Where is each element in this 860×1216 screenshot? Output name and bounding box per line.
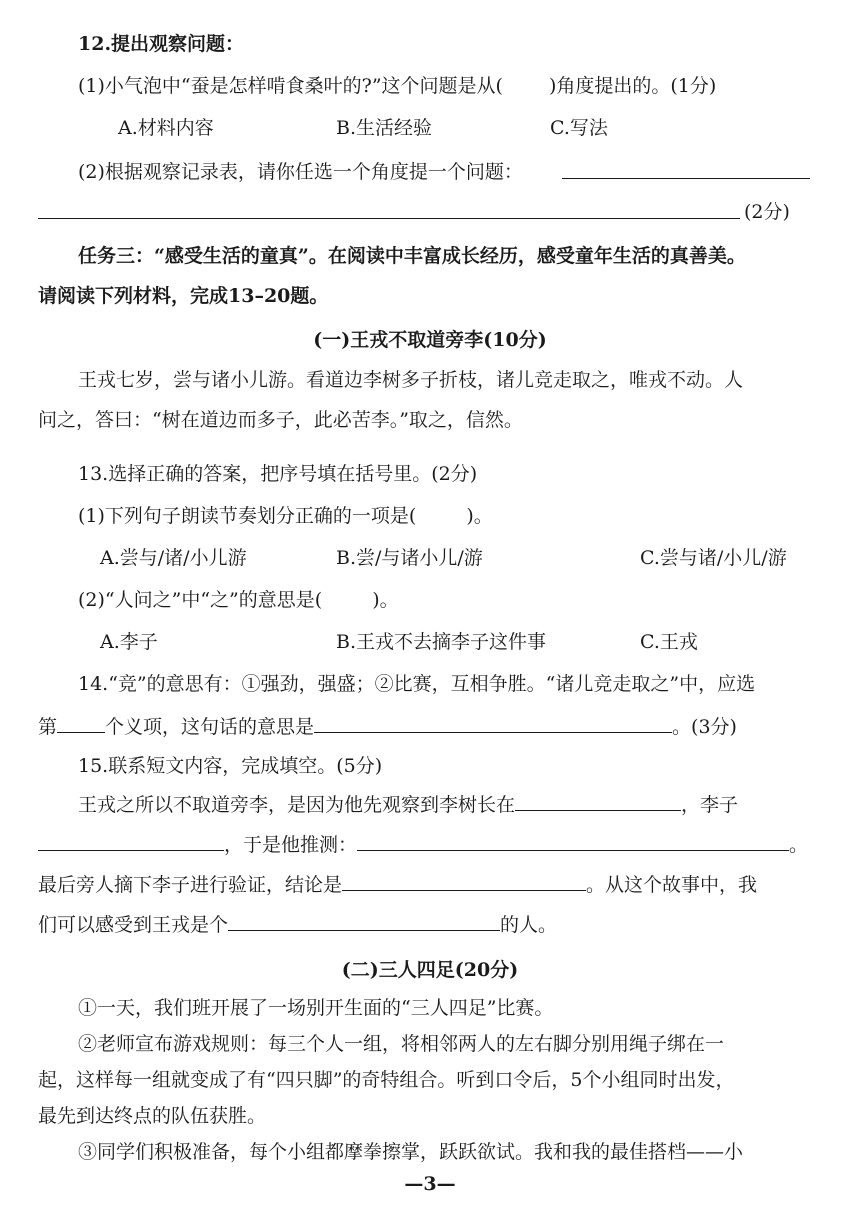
q13-part1-option-a: A.尝与/诸/小儿游 bbox=[100, 547, 247, 569]
q13-part1-option-b: B.尝/与诸小儿/游 bbox=[336, 547, 483, 569]
q15-blank-conclusion[interactable] bbox=[342, 870, 586, 891]
passage1-line2: 问之，答曰：“树在道边而多子，此必苦李。”取之，信然。 bbox=[38, 409, 523, 431]
q12-answer-blank-1[interactable] bbox=[562, 158, 810, 179]
passage2-para1: ①一天，我们班开展了一场别开生面的“三人四足”比赛。 bbox=[78, 997, 554, 1019]
q15-blank-location[interactable] bbox=[515, 790, 681, 811]
q12-title: 12.提出观察问题： bbox=[78, 33, 245, 55]
passage2-title: (二)三人四足(20分) bbox=[341, 959, 519, 981]
q15-line1: 王戎之所以不取道旁李，是因为他先观察到李树长在 ，李子 bbox=[78, 790, 738, 819]
passage2-para2-line3: 最先到达终点的队伍获胜。 bbox=[38, 1105, 267, 1127]
q15-title: 15.联系短文内容，完成填空。(5分) bbox=[78, 755, 383, 777]
q15-blank-inference[interactable] bbox=[357, 830, 789, 851]
passage1-title: (一)王戎不取道旁李(10分) bbox=[313, 329, 547, 351]
q13-part1: (1)下列句子朗读节奏划分正确的一项是( )。 bbox=[78, 505, 493, 527]
q15-line3: 最后旁人摘下李子进行验证，结论是 。从这个故事中，我 bbox=[38, 870, 757, 899]
q12-part2: (2)根据观察记录表，请你任选一个角度提一个问题： bbox=[78, 161, 523, 183]
q12-option-c: C.写法 bbox=[550, 117, 608, 139]
passage2-para2-line1: ②老师宣布游戏规则：每三个人一组，将相邻两人的左右脚分别用绳子绑在一 bbox=[78, 1033, 725, 1055]
q14-line1: 14.“竞”的意思有：①强劲，强盛；②比赛，互相争胜。“诸儿竞走取之”中，应选 bbox=[78, 673, 756, 695]
passage2-para2-line2: 起，这样每一组就变成了有“四只脚”的奇特组合。听到口令后，5个小组同时出发， bbox=[38, 1069, 735, 1091]
q13-part1-option-c: C.尝与诸/小儿/游 bbox=[640, 547, 787, 569]
q12-option-a: A.材料内容 bbox=[118, 117, 214, 139]
passage2-para3-line1: ③同学们积极准备，每个小组都摩拳擦掌，跃跃欲试。我和我的最佳搭档——小 bbox=[78, 1141, 744, 1163]
q15-blank-fruit[interactable] bbox=[38, 830, 224, 851]
q15-blank-trait[interactable] bbox=[228, 910, 500, 931]
q12-part1: (1)小气泡中“蚕是怎样啃食桑叶的?”这个问题是从( )角度提出的。(1分) bbox=[78, 75, 717, 97]
passage1-line1: 王戎七岁，尝与诸小儿游。看道边李树多子折枝，诸儿竞走取之，唯戎不动。人 bbox=[78, 369, 744, 391]
q15-line4: 们可以感受到王戎是个 的人。 bbox=[38, 910, 557, 939]
q13-part2: (2)“人问之”中“之”的意思是( )。 bbox=[78, 589, 399, 611]
q13-part2-option-a: A.李子 bbox=[100, 631, 158, 653]
q12-answer-blank-2[interactable] bbox=[38, 198, 740, 219]
q13-title: 13.选择正确的答案，把序号填在括号里。(2分) bbox=[78, 463, 478, 485]
q14-blank-meaning[interactable] bbox=[314, 712, 672, 733]
q13-part2-option-b: B.王戎不去摘李子这件事 bbox=[336, 631, 547, 653]
task3-line2: 请阅读下列材料，完成13–20题。 bbox=[38, 285, 329, 307]
q12-part2-score: (2分) bbox=[744, 201, 790, 223]
q12-option-b: B.生活经验 bbox=[336, 117, 433, 139]
q13-part2-option-c: C.王戎 bbox=[640, 631, 698, 653]
page-number: —3— bbox=[404, 1173, 456, 1195]
q14-line2: 第 个义项，这句话的意思是 。(3分) bbox=[38, 712, 737, 741]
q14-blank-number[interactable] bbox=[57, 712, 105, 733]
q15-line2: ，于是他推测： 。 bbox=[38, 830, 808, 859]
task3-line1: 任务三：“感受生活的童真”。在阅读中丰富成长经历，感受童年生活的真善美。 bbox=[78, 245, 746, 267]
